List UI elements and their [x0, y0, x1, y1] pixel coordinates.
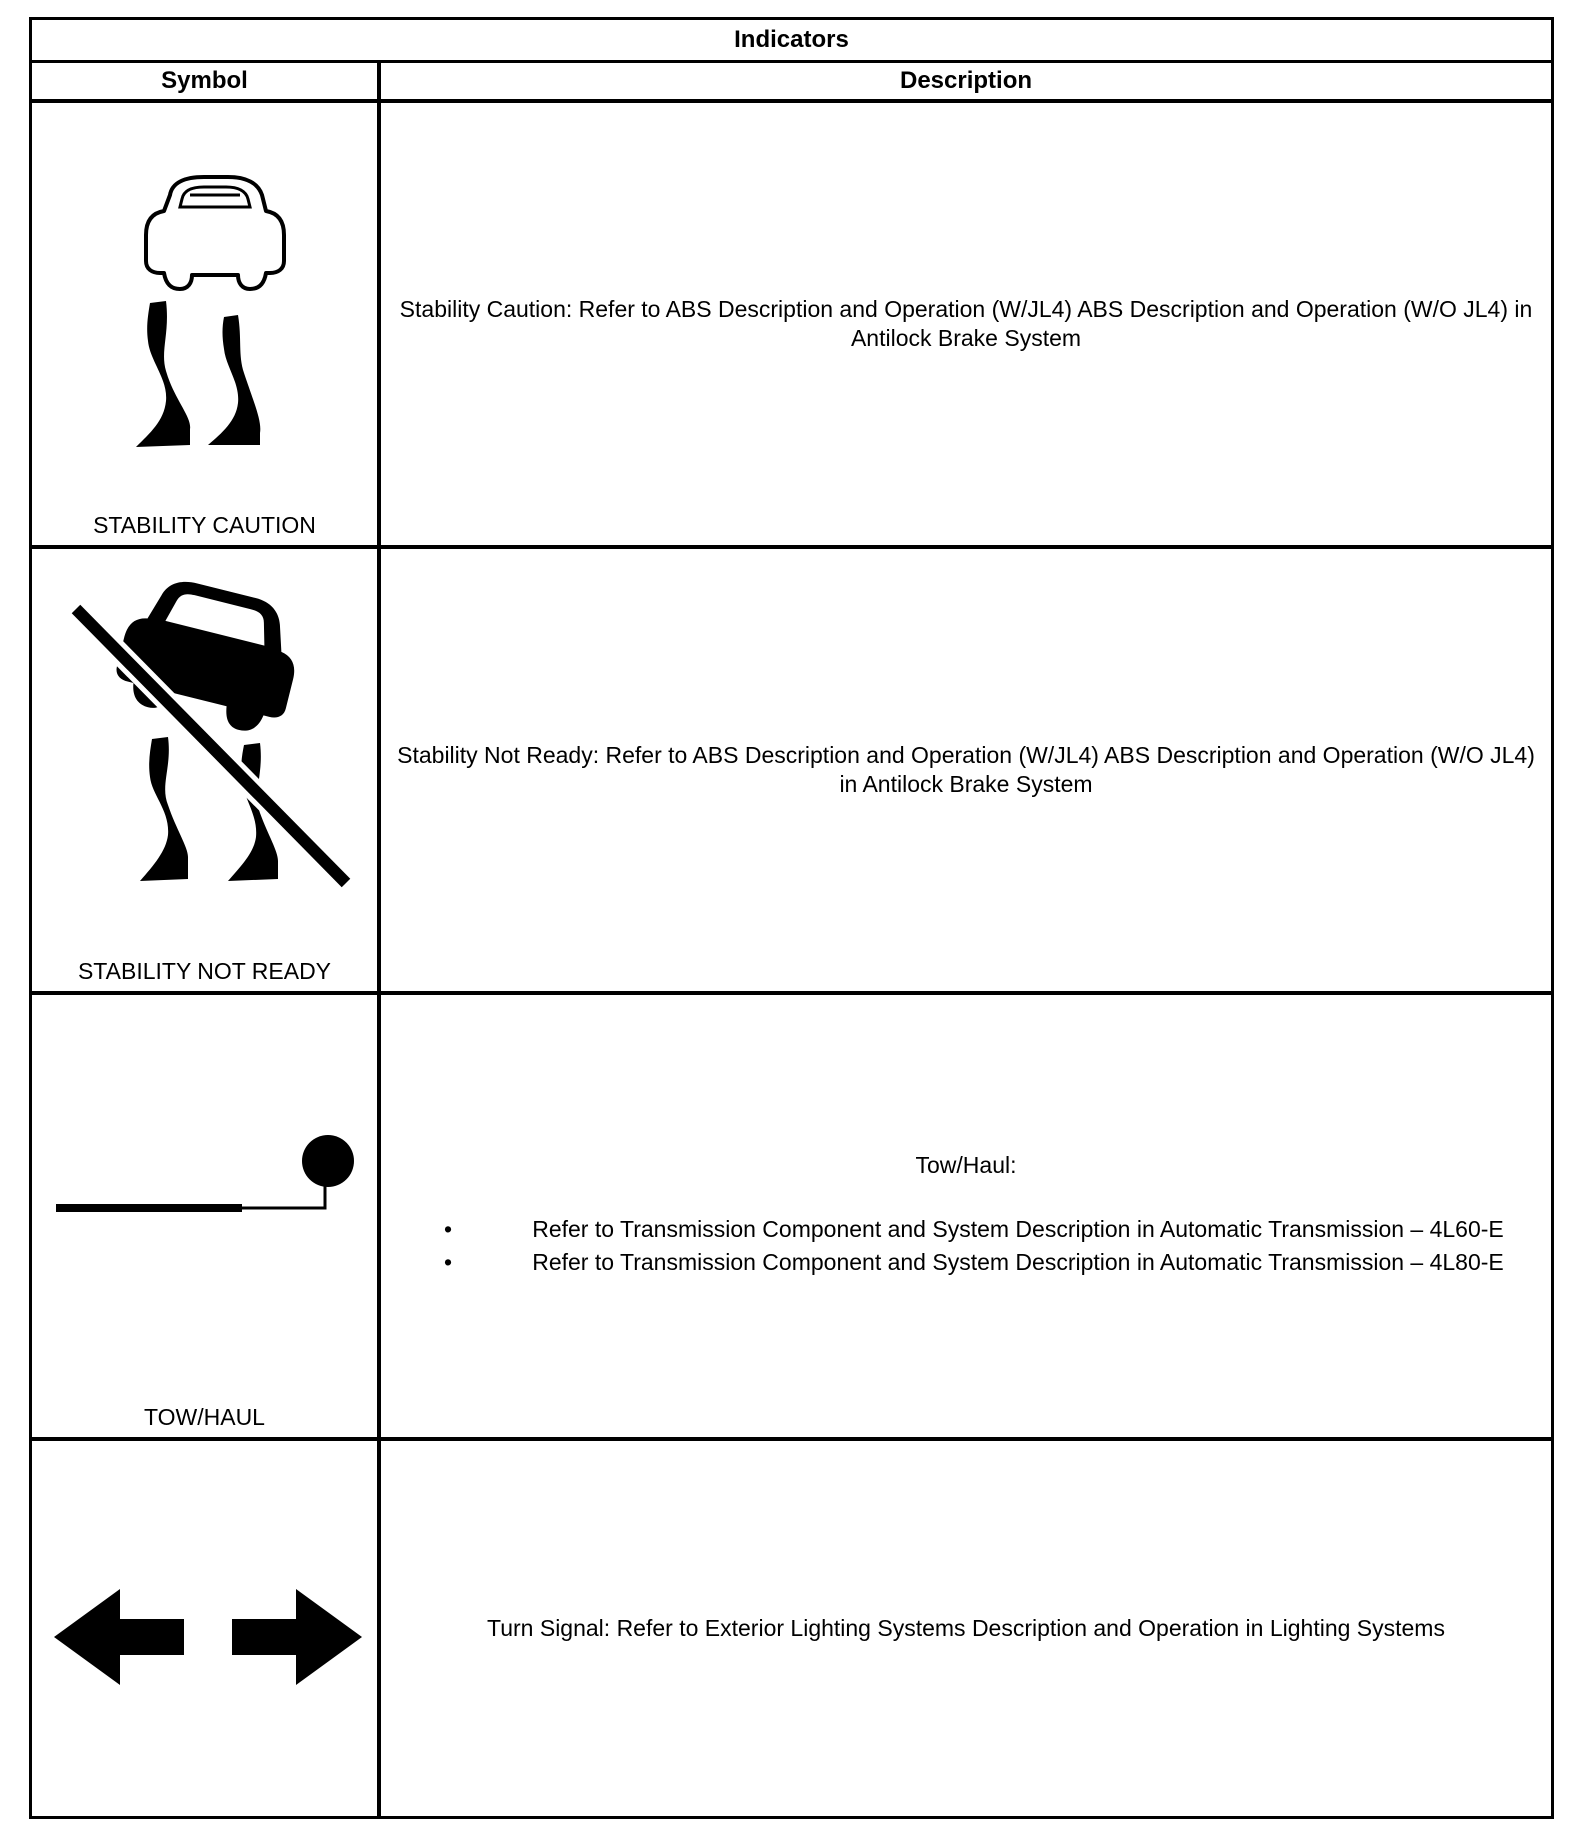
indicators-table — [29, 17, 1554, 1819]
description-cell: Turn Signal: Refer to Exterior Lighting Systems Description and Operation in Lighting Systems — [487, 1615, 1445, 1641]
description-heading: Tow/Haul: — [915, 1152, 1017, 1178]
stability-caution-icon — [32, 103, 377, 503]
table-row — [32, 549, 1551, 995]
stability-not-ready-icon — [32, 549, 377, 949]
header-row — [32, 63, 1551, 103]
description-column-header: Description — [899, 67, 1033, 94]
description-cell: Stability Not Ready: Refer to ABS Description and Operation (W/JL4) ABS Description and Operation (W/O JL4) in Antilock Brake System — [397, 742, 1535, 797]
list-item — [387, 1215, 1545, 1244]
list-item — [387, 1248, 1545, 1277]
symbol-cell — [32, 549, 381, 991]
symbol-label: TOW/HAUL — [144, 1404, 265, 1430]
tow-haul-description — [387, 1151, 1545, 1281]
tow-haul-icon — [32, 995, 377, 1395]
table-row — [32, 995, 1551, 1441]
symbol-column-header: Symbol — [32, 63, 381, 99]
symbol-label: STABILITY CAUTION — [93, 512, 316, 538]
table-title: Indicators — [32, 20, 1551, 63]
description-cell: Stability Caution: Refer to ABS Description and Operation (W/JL4) ABS Description and Operation (W/O JL4) in Antilock Brake System — [399, 296, 1533, 351]
bullet-list — [387, 1215, 1545, 1277]
list-item-text: Refer to Transmission Component and System Description in Automatic Transmission – 4L80-E — [532, 1249, 1504, 1275]
table-row — [32, 103, 1551, 549]
turn-signal-icon — [32, 1441, 377, 1816]
description-cell — [381, 995, 1551, 1437]
symbol-cell — [32, 103, 381, 545]
bullet-icon: • — [444, 1216, 453, 1242]
bullet-icon: • — [444, 1249, 453, 1275]
symbol-cell — [32, 995, 381, 1437]
symbol-label: STABILITY NOT READY — [77, 958, 332, 984]
table-row — [32, 1441, 1551, 1816]
list-item-text: Refer to Transmission Component and System Description in Automatic Transmission – 4L60-E — [532, 1216, 1504, 1242]
symbol-cell — [32, 1441, 381, 1816]
